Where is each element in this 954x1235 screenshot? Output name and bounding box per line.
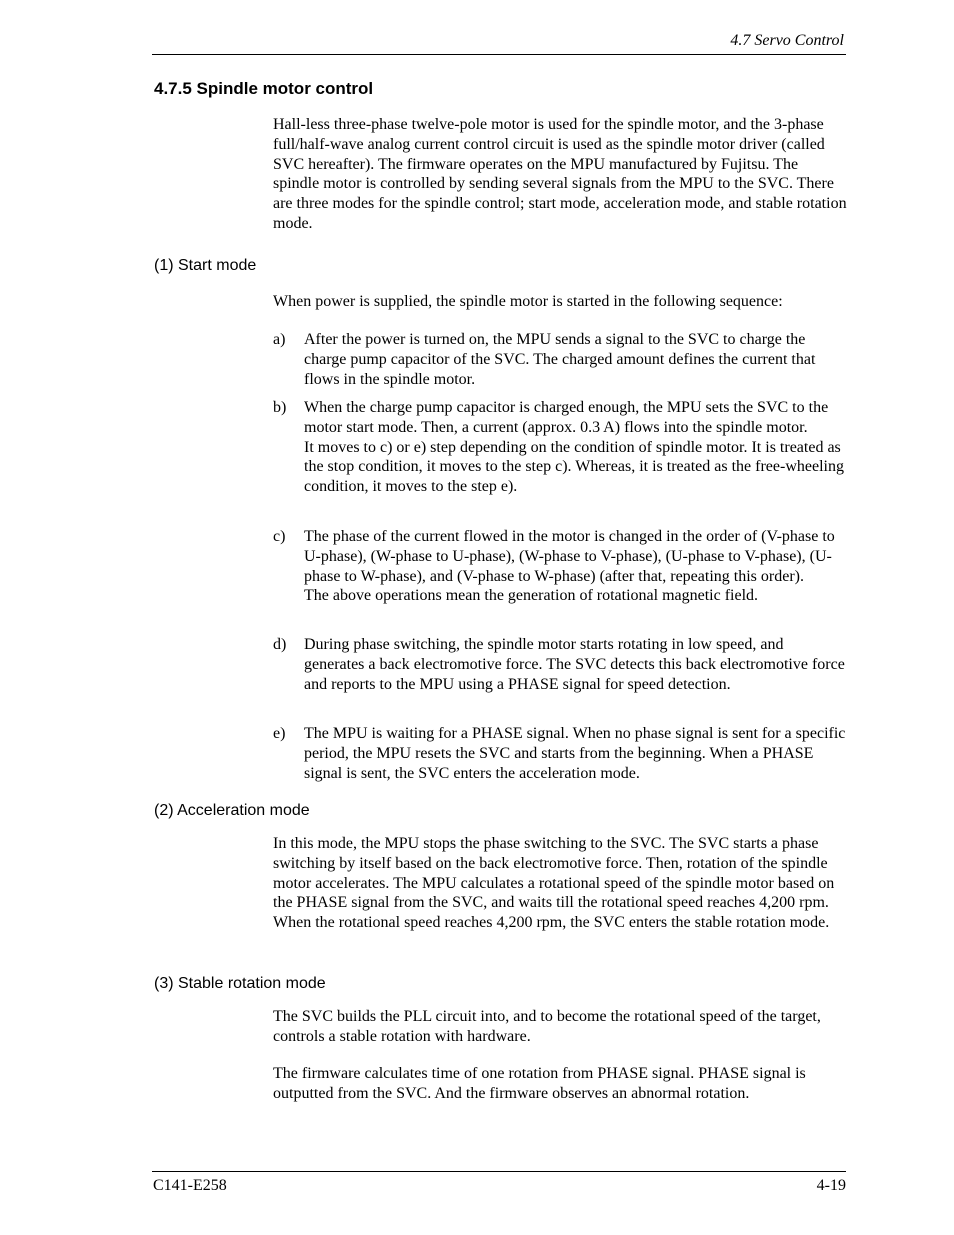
page-number: 4-19: [816, 1177, 846, 1194]
list-item-text: When the charge pump capacitor is charged enough, the MPU sets the SVC to the motor start mode. Then, a current (approx. 0.3 A) flows into the spindle motor.: [304, 399, 829, 436]
list-marker: b): [273, 399, 287, 416]
stable-mode-text-1: The SVC builds the PLL circuit into, and to become the rotational speed of the target, controls a stable rotation with hardware.: [273, 1008, 821, 1045]
list-item-note: It moves to c) or e) step depending on the condition of spindle motor. It is treated as the stop condition, it moves to the step c). Whereas, it is treated as the free-wheeling condition, it moves to the step e).: [304, 438, 844, 496]
list-marker: d): [273, 636, 287, 653]
list-item-c: [273, 527, 847, 606]
list-item-text: During phase switching, the spindle motor starts rotating in low speed, and generates a back electromotive force. The SVC detects this back electromotive force and reports to the MPU using a PHASE signal for speed detection.: [304, 636, 845, 693]
list-item-note: The above operations mean the generation of rotational magnetic field.: [304, 587, 759, 605]
acceleration-mode-text: In this mode, the MPU stops the phase switching to the SVC. The SVC starts a phase switching by itself based on the back electromotive force. Then, rotation of the spindle motor accelerates. The MPU calculates a rotational speed of the spindle motor based on the PHASE signal from the SVC, and waits till the rotational speed reaches 4,200 rpm. When the rotational speed reaches 4,200 rpm, the SVC enters the stable rotation mode.: [273, 835, 835, 932]
document-number: C141-E258: [153, 1177, 227, 1194]
subheading-start-mode: (1) Start mode: [154, 257, 257, 274]
list-marker: a): [273, 331, 286, 348]
section-title: 4.7.5 Spindle motor control: [154, 79, 374, 98]
list-item-text: The phase of the current flowed in the motor is changed in the order of (V-phase to U-phase), (W-phase to U-phase), (W-phase to V-phase), (U-phase to V-phase), (U-phase to W-phase), and (V-phase to W-phase) (after that, repeating this order).: [304, 528, 835, 585]
section-intro: Hall-less three-phase twelve-pole motor is used for the spindle motor, and the 3-phase full/half-wave analog current control circuit is used as the spindle motor driver (called SVC hereafter). The firmware operates on the MPU manufactured by Fujitsu. The spindle motor is controlled by sending several signals from the MPU to the SVC. There are three modes for the spindle control; start mode, acceleration mode, and stable rotation mode.: [273, 116, 847, 232]
footer-rule: [152, 1171, 846, 1172]
list-item-text: The MPU is waiting for a PHASE signal. When no phase signal is sent for a specific period, the MPU resets the SVC and starts from the beginning. When a PHASE signal is sent, the SVC enters the acceleration mode.: [304, 725, 846, 782]
list-marker: e): [273, 725, 286, 742]
list-item-b: [273, 398, 847, 497]
list-item-a: [273, 330, 847, 389]
list-item-d: [273, 635, 847, 694]
subheading-stable-rotation-mode: (3) Stable rotation mode: [154, 975, 326, 992]
list-item-text: After the power is turned on, the MPU sends a signal to the SVC to charge the charge pump capacitor of the SVC. The charged amount defines the current that flows in the spindle motor.: [304, 331, 816, 388]
stable-mode-text-2: The firmware calculates time of one rotation from PHASE signal. PHASE signal is outputted from the SVC. And the firmware observes an abnormal rotation.: [273, 1065, 806, 1102]
header-rule: [152, 54, 846, 55]
start-mode-intro: When power is supplied, the spindle motor is started in the following sequence:: [273, 293, 783, 310]
list-marker: c): [273, 528, 286, 545]
running-header: 4.7 Servo Control: [730, 32, 844, 49]
list-item-e: [273, 724, 847, 783]
subheading-acceleration-mode: (2) Acceleration mode: [154, 802, 310, 819]
